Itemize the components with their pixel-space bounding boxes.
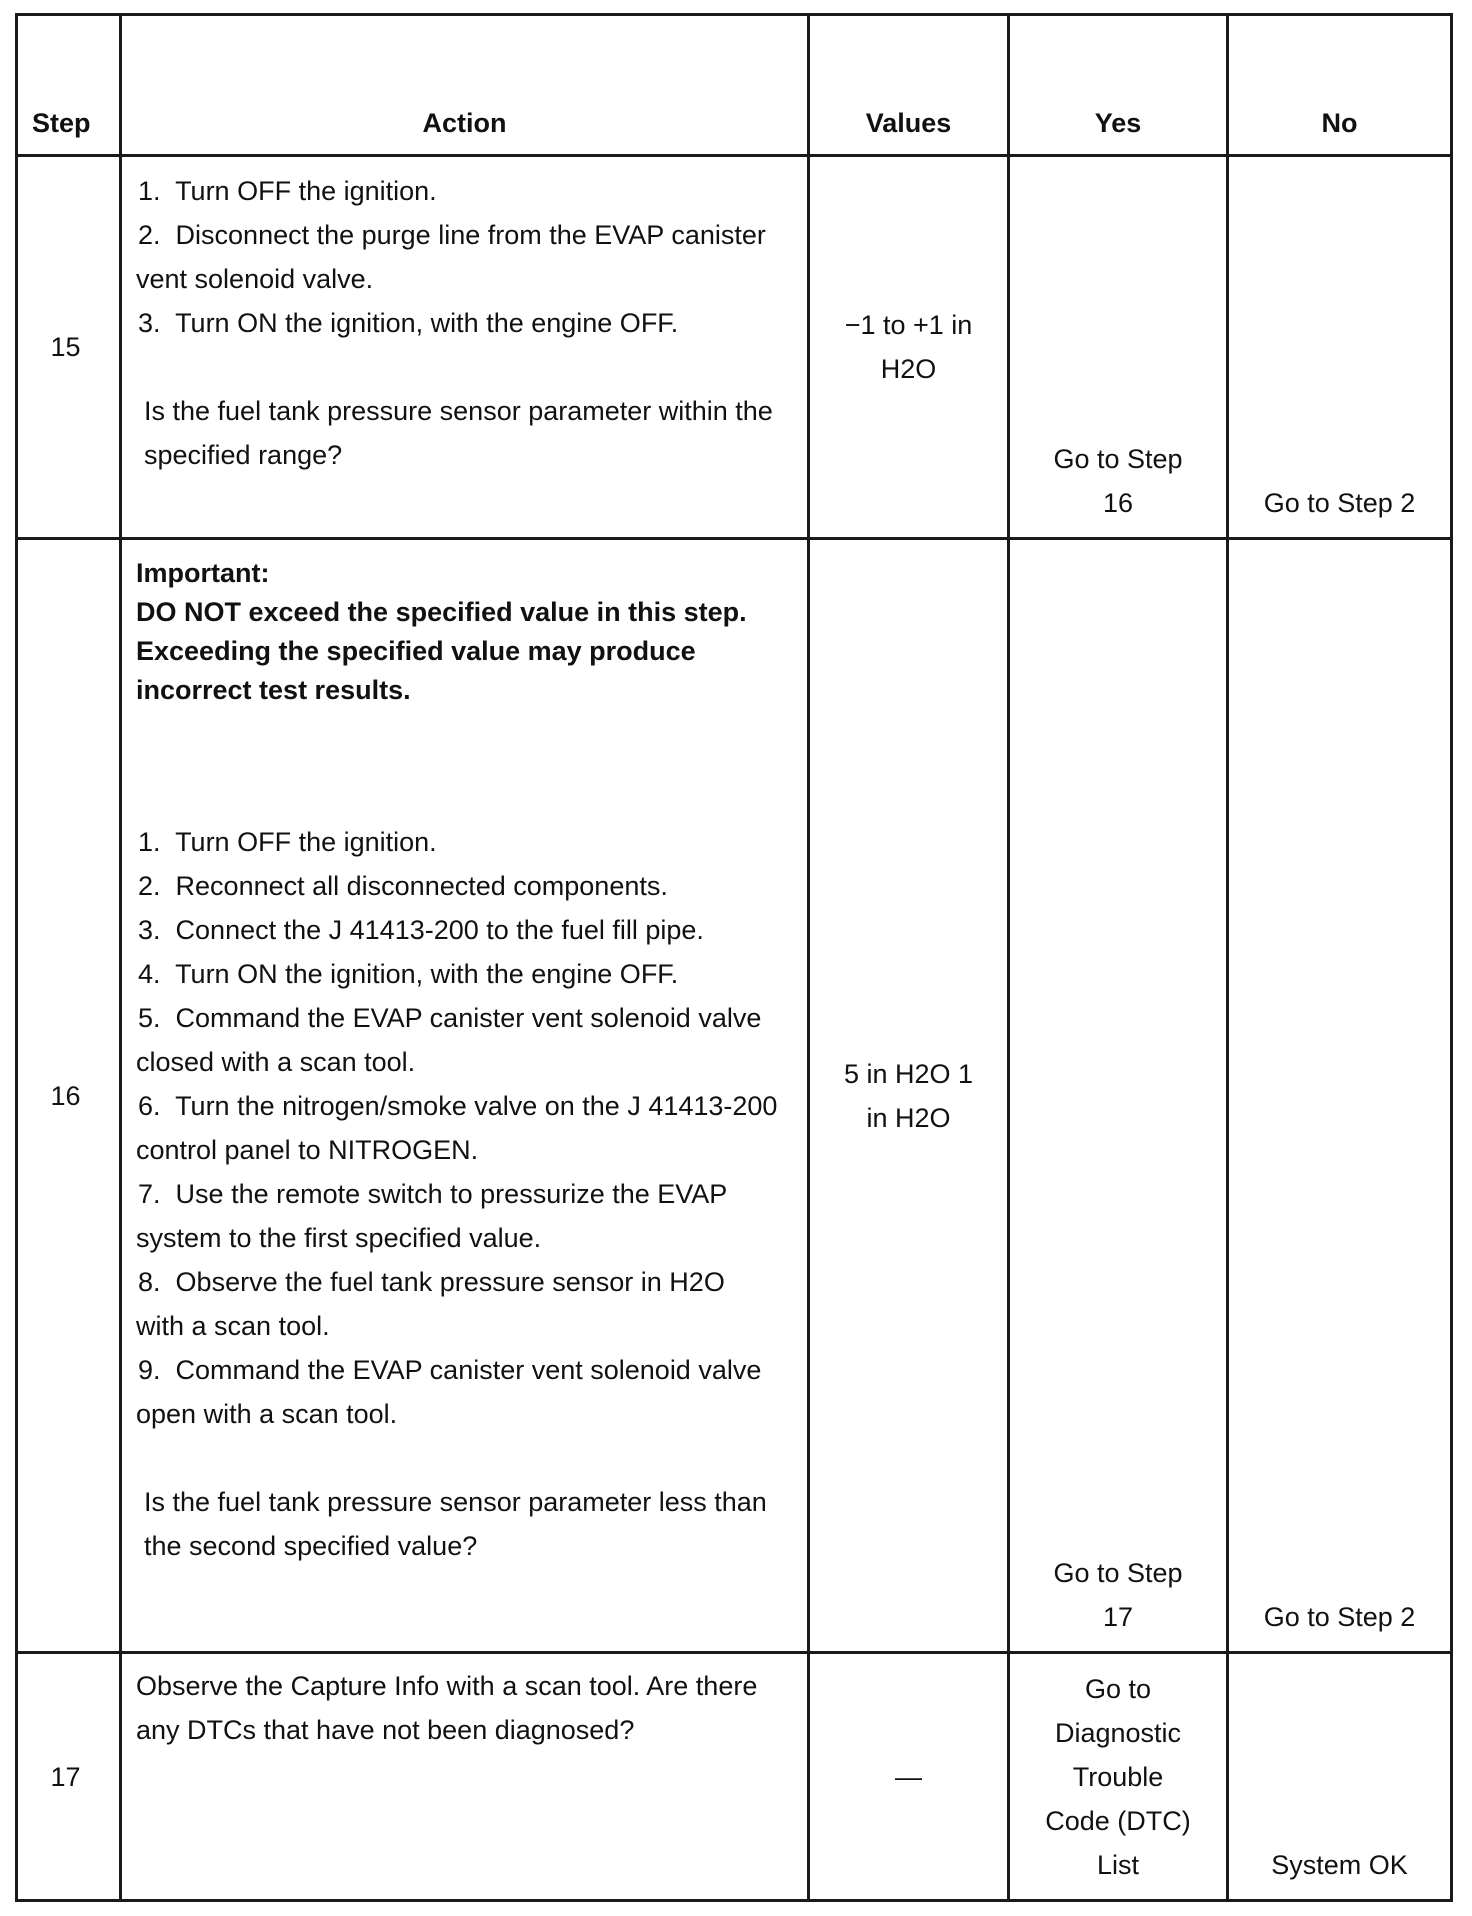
action-step-item: 4 . Turn ON the ignition, with the engine OFF. bbox=[136, 952, 779, 996]
table-row-step-15 bbox=[17, 156, 1452, 539]
no-cell: Go to Step 2 bbox=[1228, 539, 1452, 1653]
action-step-item: 6 . Turn the nitrogen/smoke valve on the J 41413-200 control panel to NITROGEN. bbox=[136, 1084, 779, 1172]
values-cell: 5 in H2O 1 in H2O bbox=[809, 539, 1009, 1653]
action-step-item: 5 . Command the EVAP canister vent solenoid valve closed with a scan tool. bbox=[136, 996, 779, 1084]
action-step-item: 7 . Use the remote switch to pressurize the EVAP system to the first specified value. bbox=[136, 1172, 779, 1260]
action-step-item: 1 . Turn OFF the ignition. bbox=[136, 169, 779, 213]
action-question: Is the fuel tank pressure sensor parameter less than the second specified value? bbox=[144, 1487, 767, 1561]
important-note bbox=[136, 554, 779, 710]
step-number: 15 bbox=[17, 156, 121, 539]
header-action: Action bbox=[121, 15, 809, 156]
action-cell bbox=[121, 156, 809, 539]
action-cell bbox=[121, 539, 809, 1653]
yes-cell: Go to Step 17 bbox=[1009, 539, 1228, 1653]
action-step-item: 2 . Reconnect all disconnected components. bbox=[136, 864, 779, 908]
values-cell: — bbox=[809, 1653, 1009, 1901]
table-row-step-17 bbox=[17, 1653, 1452, 1901]
header-values: Values bbox=[809, 15, 1009, 156]
action-cell: Observe the Capture Info with a scan tool. Are there any DTCs that have not been diagnosed? bbox=[121, 1653, 809, 1901]
no-cell: System OK bbox=[1228, 1653, 1452, 1901]
action-step-item: 2 . Disconnect the purge line from the EVAP canister vent solenoid valve. bbox=[136, 213, 779, 301]
table-row-step-16 bbox=[17, 539, 1452, 1653]
yes-cell: Go to Step 16 bbox=[1009, 156, 1228, 539]
action-step-item: 3 . Turn ON the ignition, with the engine OFF. bbox=[136, 301, 779, 345]
action-question: Is the fuel tank pressure sensor parameter within the specified range? bbox=[144, 396, 773, 470]
header-yes: Yes bbox=[1009, 15, 1228, 156]
important-label: Important: bbox=[136, 558, 270, 588]
action-step-item: 9 . Command the EVAP canister vent solenoid valve open with a scan tool. bbox=[136, 1348, 779, 1436]
diagnostic-table bbox=[15, 13, 1453, 1902]
values-cell: −1 to +1 in H2O bbox=[809, 156, 1009, 539]
action-step-item: 8 . Observe the fuel tank pressure sensor in H2O with a scan tool. bbox=[136, 1260, 779, 1348]
header-no: No bbox=[1228, 15, 1452, 156]
step-number: 16 bbox=[17, 539, 121, 1653]
action-step-item: 1 . Turn OFF the ignition. bbox=[136, 820, 779, 864]
header-step: Step bbox=[17, 15, 121, 156]
no-cell: Go to Step 2 bbox=[1228, 156, 1452, 539]
action-step-item: 3 . Connect the J 41413-200 to the fuel fill pipe. bbox=[136, 908, 779, 952]
header-row bbox=[17, 15, 1452, 156]
step-number: 17 bbox=[17, 1653, 121, 1901]
yes-cell: Go to Diagnostic Trouble Code (DTC) List bbox=[1009, 1653, 1228, 1901]
important-text: DO NOT exceed the specified value in this step. Exceeding the specified value may produce incorrect test results. bbox=[136, 597, 747, 705]
